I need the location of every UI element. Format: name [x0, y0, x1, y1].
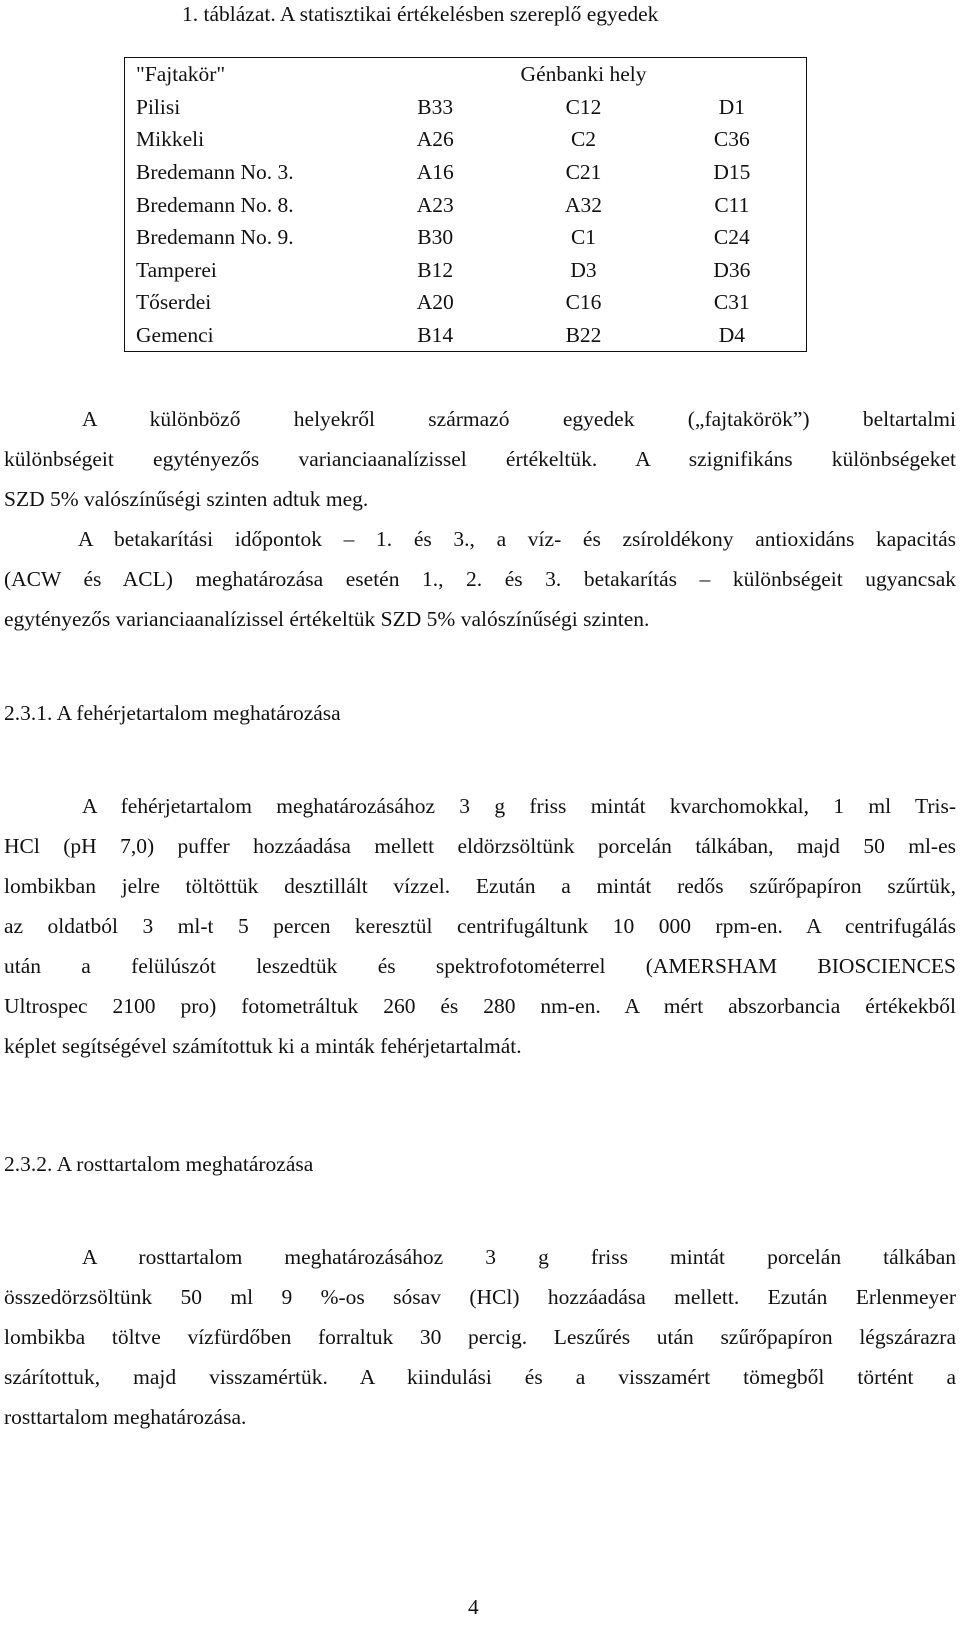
- table-cell: Pilisi: [136, 94, 181, 119]
- paragraph-evaluation: [4, 399, 956, 519]
- table-row: [125, 91, 807, 124]
- table-cell: C31: [713, 290, 750, 315]
- table-row: [125, 156, 807, 189]
- table-header-cell: Génbanki hely: [520, 62, 647, 87]
- section-heading-fiber: 2.3.2. A rosttartalom meghatározása: [4, 1152, 314, 1176]
- paragraph-line: A betakarítási időpontok – 1. és 3., a víz- és zsíroldékony antioxidáns kapacitás: [78, 527, 956, 551]
- paragraph-line: SZD 5% valószínűségi szinten adtuk meg.: [4, 487, 369, 511]
- table-cell: Bredemann No. 3.: [136, 160, 294, 185]
- table-caption: 1. táblázat. A statisztikai értékelésben szereplő egyedek: [182, 2, 659, 26]
- paragraph-line: után a felülúszót leszedtük és spektrofotométerrel (AMERSHAM BIOSCIENCES: [4, 954, 956, 978]
- paragraph-line: lombikban jelre töltöttük desztillált vízzel. Ezután a mintát redős szűrőpapíron szűrtük,: [4, 874, 956, 898]
- table-row: [125, 254, 807, 287]
- table-cell: Gemenci: [136, 323, 214, 348]
- table-cell: B14: [417, 323, 454, 348]
- paragraph-line: A fehérjetartalom meghatározásához 3 g friss mintát kvarchomokkal, 1 ml Tris-: [82, 794, 956, 818]
- paragraph-line: különbségeit egytényezős varianciaanalízissel értékeltük. A szignifikáns különbségeket: [4, 447, 956, 471]
- paragraph-line: összedörzsöltünk 50 ml 9 %-os sósav (HCl) hozzáadása mellett. Ezután Erlenmeyer: [4, 1285, 956, 1309]
- table-cell: A26: [416, 127, 454, 152]
- table-cell: C21: [565, 160, 602, 185]
- table-cell: B22: [565, 323, 602, 348]
- table-cell: Tőserdei: [136, 290, 212, 315]
- paragraph-line: az oldatból 3 ml-t 5 percen keresztül centrifugáltunk 10 000 rpm-en. A centrifugálás: [4, 914, 956, 938]
- table-cell: B33: [417, 94, 454, 119]
- paragraph-line: HCl (pH 7,0) puffer hozzáadása mellett eldörzsöltünk porcelán tálkában, majd 50 ml-es: [4, 834, 956, 858]
- table-cell: C16: [565, 290, 602, 315]
- paragraph-line: Ultrospec 2100 pro) fotometráltuk 260 és 280 nm-en. A mért abszorbancia értékekből: [4, 994, 956, 1018]
- section-heading-protein: 2.3.1. A fehérjetartalom meghatározása: [4, 701, 341, 725]
- paragraph-line: szárítottuk, majd visszamértük. A kiindulási és a visszamért tömegből történt a: [4, 1365, 956, 1389]
- table-cell: Bredemann No. 9.: [136, 225, 294, 250]
- table-cell: C12: [565, 94, 602, 119]
- table-cell: Tamperei: [136, 257, 217, 282]
- table-cell: D1: [718, 94, 745, 119]
- paragraph-line: lombikba töltve vízfürdőben forraltuk 30 percig. Leszűrés után szűrőpapíron légszárazra: [4, 1325, 956, 1349]
- table-row: [125, 286, 807, 319]
- table-cell: C1: [570, 225, 597, 250]
- table-cell: C2: [570, 127, 597, 152]
- table-row: [125, 221, 807, 254]
- paragraph-harvest: [4, 519, 956, 639]
- table-cell: A20: [416, 290, 454, 315]
- paragraph-line: A rosttartalom meghatározásához 3 g friss mintát porcelán tálkában: [82, 1245, 956, 1269]
- paragraph-line: A különböző helyekről származó egyedek („fajtakörök”) beltartalmi: [82, 407, 956, 431]
- table-cell: Bredemann No. 8.: [136, 192, 294, 217]
- paragraph-line: képlet segítségével számítottuk ki a minták fehérjetartalmát.: [4, 1034, 522, 1058]
- table-cell: A16: [416, 160, 454, 185]
- table-cell: C11: [714, 192, 750, 217]
- paragraph-line: rosttartalom meghatározása.: [4, 1405, 247, 1429]
- paragraph-line: egytényezős varianciaanalízissel értékeltük SZD 5% valószínűségi szinten.: [4, 607, 650, 631]
- table-cell: A32: [565, 192, 603, 217]
- table-row: [125, 188, 807, 221]
- table-cell: A23: [416, 192, 454, 217]
- table-cell: B30: [417, 225, 454, 250]
- table-cell: B12: [417, 257, 454, 282]
- paragraph-line: (ACW és ACL) meghatározása esetén 1., 2. és 3. betakarítás – különbségeit ugyancsak: [4, 567, 956, 591]
- table-cell: D15: [713, 160, 751, 185]
- table-header-row: [125, 58, 807, 91]
- table-cell: C36: [713, 127, 750, 152]
- table-cell: Mikkeli: [136, 127, 205, 152]
- table-header-cell: "Fajtakör": [136, 62, 226, 87]
- table-row: [125, 123, 807, 156]
- table-cell: D3: [570, 257, 597, 282]
- table-cell: D4: [718, 323, 745, 348]
- table-cell: D36: [713, 257, 751, 282]
- page-number: 4: [468, 1595, 479, 1619]
- table-row: [125, 319, 807, 352]
- paragraph-protein: [4, 786, 956, 1066]
- table-cell: C24: [713, 225, 750, 250]
- paragraph-fiber: [4, 1237, 956, 1437]
- gene-bank-table: [124, 57, 807, 352]
